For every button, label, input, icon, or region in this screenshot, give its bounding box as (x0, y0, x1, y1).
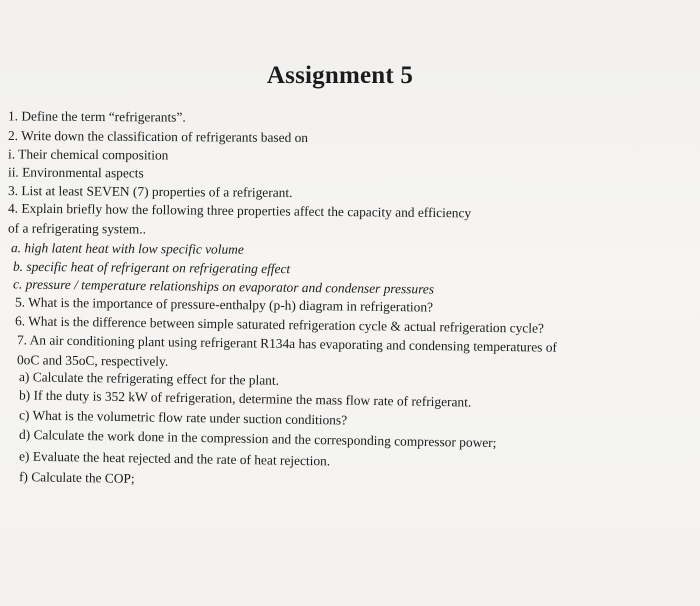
question-line-4c: c. pressure / temperature relationships on evaporator and condenser pressures (12, 276, 435, 297)
question-line-4a: a. high latent heat with low specific volume (10, 240, 244, 257)
question-line-7: 7. An air conditioning plant using refrigerant R134a has evaporating and condensing temperatures of (16, 332, 558, 355)
question-line-5: 5. What is the importance of pressure-enthalpy (p-h) diagram in refrigeration? (14, 294, 434, 315)
question-line-2: 2. Write down the classification of refrigerants based on (7, 127, 309, 146)
question-line-2i: i. Their chemical composition (7, 146, 169, 163)
question-line-7c: c) What is the volumetric flow rate under suction conditions? (18, 407, 348, 428)
question-line-7d: d) Calculate the work done in the compression and the corresponding compressor power; (18, 426, 497, 451)
question-line-4: 4. Explain briefly how the following three properties affect the capacity and efficiency (7, 200, 472, 221)
question-line-7f: f) Calculate the COP; (18, 469, 135, 486)
question-line-7b: b) If the duty is 352 kW of refrigeration, determine the mass flow rate of refrigerant. (18, 387, 472, 410)
question-line-4-cont: of a refrigerating system.. (7, 220, 147, 237)
question-line-4b: b. specific heat of refrigerant on refrigerating effect (12, 258, 291, 277)
question-line-7a: a) Calculate the refrigerating effect for the plant. (18, 369, 280, 388)
question-line-2ii: ii. Environmental aspects (7, 164, 144, 181)
question-line-3: 3. List at least SEVEN (7) properties of a refrigerant. (7, 183, 293, 200)
page-title: Assignment 5 (266, 62, 414, 89)
question-line-6: 6. What is the difference between simple saturated refrigeration cycle & actual refrigeration cycle? (14, 313, 545, 336)
question-line-7-cont: 0oC and 35oC, respectively. (16, 352, 169, 369)
question-line-1: 1. Define the term “refrigerants”. (7, 108, 186, 125)
question-line-7e: e) Evaluate the heat rejected and the rate of heat rejection. (18, 448, 331, 469)
